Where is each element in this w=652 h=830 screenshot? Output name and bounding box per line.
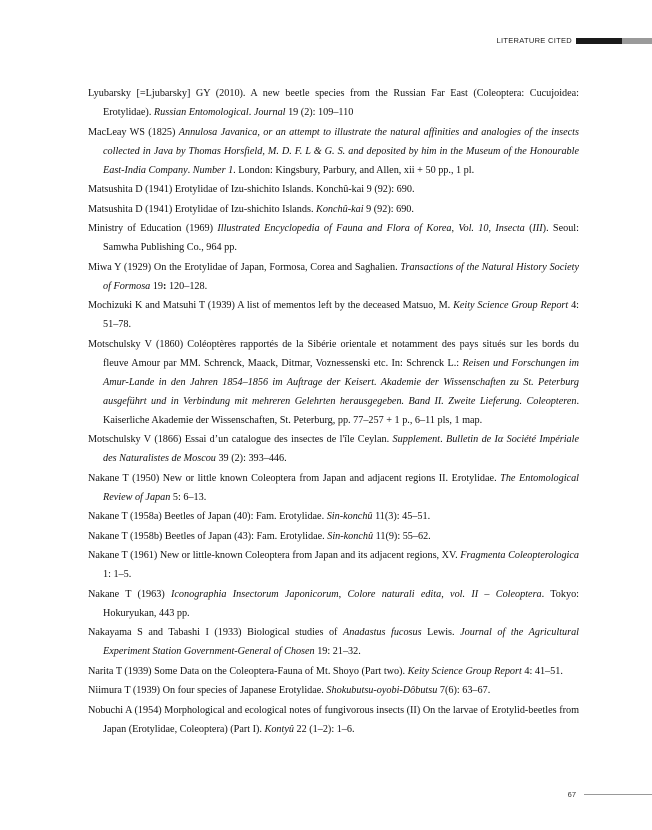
reference-text: 39 (2): 393–446. [215,453,287,464]
reference-text: 19 [150,280,163,292]
reference-italic-text: Supplement [392,434,441,445]
reference-italic-text: Iconographia Insectorum Japonicorum [171,588,339,600]
reference-italic-text: Russian Entomological [153,107,249,118]
reference-italic-text: Sin-konchû [327,530,374,542]
reference-text: . London: Kingsbury, Parbury, and Allen, xii + 50 pp., 1 pl. [233,164,475,176]
reference-text: Nakane T (1958b) Beetles of Japan (43): Fam. Erotylidae. [88,530,328,542]
reference-text: : [163,280,167,292]
reference-entry [88,507,579,526]
reference-italic-text: Fragmenta Coleopterologica [460,550,579,561]
reference-text: . [248,107,254,118]
reference-italic-text: Keity Science Group Report [453,300,569,311]
reference-text: Motschulsky V (1860) Coléoptères rapportés de la Sibérie orientale et notamment des pays situés sur les bords du fleuve Amour par MM. Schrenck, Maack, Ditmar, Voznessenski etc. In: Schrenck L.: [88,338,579,369]
reference-italic-text: Insecta [495,223,525,234]
reference-text: 120–128. [166,280,208,292]
reference-italic-text: III [532,223,543,234]
reference-text: . [187,164,193,176]
reference-entry [88,527,579,546]
reference-text: Ministry of Education (1969) [88,223,218,234]
reference-entry [88,662,579,681]
reference-text: Nakane T (1950) New or little known Coleoptera from Japan and adjacent regions II. Erotylidae. [88,472,501,484]
reference-text: 9 (92): 690. [363,203,414,215]
reference-entry [88,258,579,296]
reference-text: Nakane T (1963) [88,588,171,600]
reference-text: Nobuchi A (1954) Morphological and ecological notes of fungivorous insects (II) On the larvae of Erotylid-beetles from Japan (Erotylidae, Coleoptera) (Part I). [88,704,579,735]
reference-italic-text: Shokubutsu-oyobi-Dôbutsu [326,685,438,696]
reference-italic-text: vol. II – Coleoptera [450,588,542,600]
reference-text: Motschulsky V (1866) Essai d’un catalogue des insectes de l'île Ceylan. [88,434,393,445]
reference-italic-text: , or an attempt to illustrate the natural affinities and analogies of the insects collected in Java by Thomas Horsfield, M. D. F. L & G. S. and deposited by him in the Museum of the Honourable East-India Company [103,126,579,176]
reference-entry [88,585,579,623]
running-header [496,36,652,45]
reference-entry [88,84,579,122]
reference-list [88,84,579,739]
reference-text: Matsushita D (1941) Erotylidae of Izu-shichito Islands. [88,203,317,215]
reference-entry [88,701,579,739]
reference-italic-text: Vol. 10 [458,223,489,234]
reference-text: 22 (1–2): 1–6. [293,723,355,735]
reference-italic-text: Illustrated Encyclopedia of Fauna and Flora of Korea [217,223,452,234]
reference-text: Lewis. [421,627,461,638]
reference-italic-text: Keity Science Group Report [407,665,522,677]
reference-text: MacLeay WS (1825) [88,126,179,138]
header-bar-light [622,38,652,44]
reference-entry [88,546,579,584]
reference-italic-text: The Entomological Review of Japan [103,472,579,503]
reference-text: , [488,223,496,234]
reference-italic-text: Journal [253,107,286,118]
reference-text: Lyubarsky [=Ljubarsky] GY (2010). A new beetle species from the Russian Far East (Coleoptera: Cucujoidea: Erotylidae). [88,88,579,118]
reference-entry [88,623,579,661]
reference-text: 5: 6–13. [170,491,207,503]
reference-text: 4: 51–78. [103,300,580,330]
reference-text: . Kaiserliche Akademie der Wissenschaften, St. Peterburg, pp. 77–257 + 1 p., 6–11 pls, 1 map. [103,395,579,426]
page-footer [568,790,652,799]
reference-text: 19 (2): 109–110 [285,107,354,118]
header-bar-dark [576,38,622,44]
reference-text: , [451,223,459,234]
reference-text: Nakane T (1958a) Beetles of Japan (40): Fam. Erotylidae. [88,511,327,522]
reference-entry [88,469,579,507]
reference-text: Narita T (1939) Some Data on the Coleoptera-Fauna of Mt. Shoyo (Part two). [88,665,408,677]
reference-entry [88,200,579,219]
reference-text: Niimura T (1939) On four species of Japanese Erotylidae. [88,685,327,696]
reference-italic-text: Konchû-kai [316,203,364,215]
reference-italic-text: Colore naturali edita [347,588,442,600]
reference-italic-text: Anadastus fucosus [343,627,422,638]
reference-entry [88,219,579,257]
reference-italic-text: Reisen und Forschungen im Amur-Lande in den Jahren 1854–1856 im Auftrage der Keisert. Akademie der Wissenschaften zu St. Peterburg ausgeführt und in Verbindung mit mehreren Gelehrten herausgegeben. Band II. Zweite Lieferung. Coleopteren [103,357,579,407]
reference-entry [88,430,579,468]
reference-text: 11(3): 45–51. [372,511,431,522]
section-title: LITERATURE CITED [496,36,572,45]
reference-text: Miwa Y (1929) On the Erotylidae of Japan, Formosa, Corea and Saghalien. [88,261,401,273]
reference-entry [88,681,579,700]
page-number: 67 [567,790,576,799]
reference-text: Nakayama S and Tabashi I (1933) Biological studies of [88,627,343,638]
reference-text: 19: 21–32. [314,646,361,657]
reference-text: 1: 1–5. [103,569,132,580]
reference-text: 11(9): 55–62. [373,530,431,542]
reference-italic-text: Annulosa Javanica [178,126,258,138]
reference-text: ( [524,223,533,234]
reference-text: Matsushita D (1941) Erotylidae of Izu-shichito Islands. Konchû-kai 9 (92): 690. [88,184,415,195]
reference-text: Nakane T (1961) New or little-known Coleoptera from Japan and its adjacent regions, XV. [88,550,461,561]
footer-rule [584,794,652,795]
reference-text: , [338,588,348,600]
reference-text: 7(6): 63–67. [437,685,491,696]
reference-text: . Tokyo: Hokuryukan, 443 pp. [103,588,580,619]
reference-italic-text: Kontyû [264,723,294,735]
reference-text: , [441,588,451,600]
reference-italic-text: Number 1 [192,164,234,176]
reference-text: Mochizuki K and Matsuhi T (1939) A list of mementos left by the deceased Matsuo, M. [88,300,454,311]
reference-entry [88,296,579,334]
reference-entry [88,180,579,199]
reference-text: 4: 41–51. [521,665,563,677]
reference-italic-text: Sin-konchû [326,511,373,522]
reference-entry [88,123,579,180]
reference-entry [88,335,579,430]
reference-text: . [440,434,446,445]
reference-italic-text: Bulletin de Iα Société Impériale des Naturalistes de Moscou [103,434,579,464]
reference-text: ). Seoul: Samwha Publishing Co., 964 pp. [103,223,579,253]
reference-italic-text: Journal of the Agricultural Experiment Station Government-General of Chosen [103,627,580,657]
reference-italic-text: Transactions of the Natural History Society of Formosa [103,261,579,292]
